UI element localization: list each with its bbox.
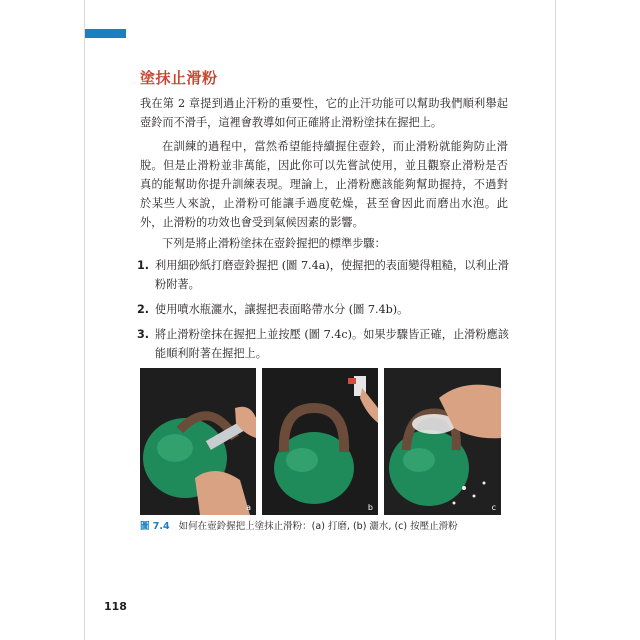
book-page [84, 0, 556, 640]
photo-letter: b [367, 503, 373, 512]
steps-list [131, 256, 509, 369]
step-text: 將止滑粉塗抹在握把上並按壓 (圖 7.4c)。如果步驟皆正確，止滑粉應該能順利附著在握把上。 [155, 328, 509, 360]
list-item [131, 256, 509, 294]
list-item [131, 325, 509, 363]
section-heading: 塗抹止滑粉 [140, 69, 218, 87]
photo-chalking [384, 368, 501, 515]
figure-caption [140, 518, 458, 532]
page-number: 118 [104, 600, 127, 613]
chapter-tab-marker [85, 29, 126, 38]
photo-spraying [262, 368, 378, 515]
step-number: 2. [137, 303, 150, 316]
paragraph-3: 下列是將止滑粉塗抹在壺鈴握把的標準步驟： [162, 237, 386, 250]
step-text: 使用噴水瓶灑水，讓握把表面略帶水分 (圖 7.4b)。 [155, 303, 409, 316]
step-number: 3. [137, 328, 150, 341]
paragraph-1: 我在第 2 章提到過止汗粉的重要性，它的止汗功能可以幫助我們順利舉起壺鈴而不滑手，這裡會教導如何正確將止滑粉塗抹在握把上。 [140, 97, 508, 129]
list-item [131, 300, 509, 319]
caption-text: 如何在壺鈴握把上塗抹止滑粉：(a) 打磨, (b) 灑水, (c) 按壓止滑粉 [178, 521, 458, 532]
photo-letter: c [491, 503, 496, 512]
paragraph-2: 在訓練的過程中，當然希望能持續握住壺鈴，而止滑粉就能夠防止滑脫。但是止滑粉並非萬能，因此你可以先嘗試使用，並且觀察止滑粉是否真的能幫助你提升訓練表現。理論上，止滑粉應該能夠幫助握持，不過對於某些人來說，止滑粉可能讓手過度乾燥，甚至會因此而磨出水泡。此外，止滑粉的功效也會受到氣候因素的影響。 [140, 140, 508, 229]
figure-label: 圖 7.4 [140, 521, 170, 532]
photo-sanding [140, 368, 256, 515]
step-number: 1. [137, 259, 150, 272]
step-text: 利用細砂紙打磨壺鈴握把 (圖 7.4a)，使握把的表面變得粗糙，以利止滑粉附著。 [155, 259, 509, 291]
photo-letter: a [246, 503, 251, 512]
